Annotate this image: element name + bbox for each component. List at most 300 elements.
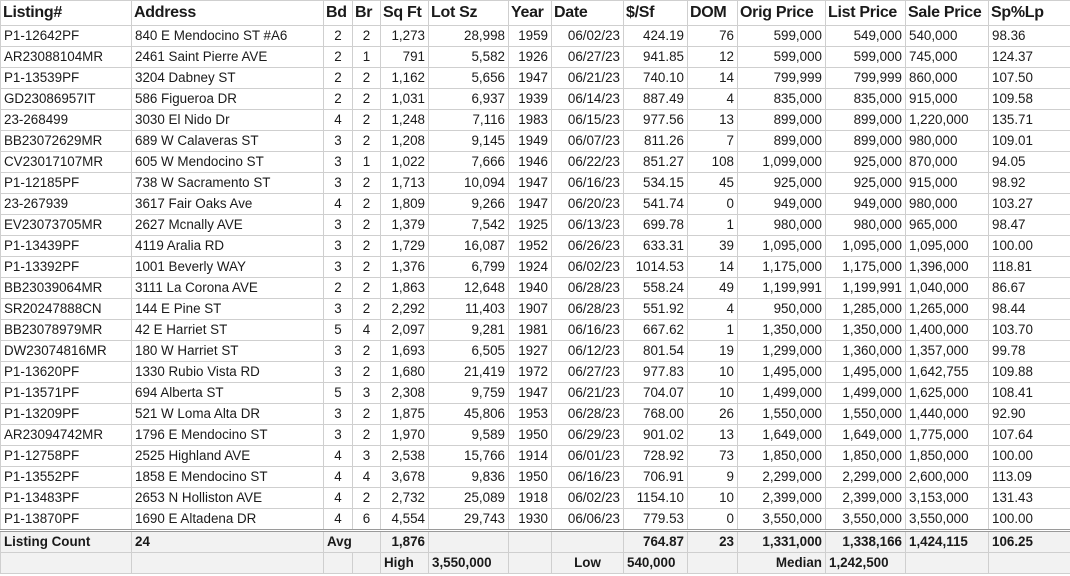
cell-address: 1690 E Altadena DR <box>132 509 324 531</box>
cell-date: 06/15/23 <box>552 110 624 131</box>
cell-lot-size: 28,998 <box>429 26 509 47</box>
cell-listing-number: P1-13870PF <box>1 509 132 531</box>
cell-orig-price: 1,350,000 <box>738 320 826 341</box>
cell-bedrooms: 2 <box>324 89 353 110</box>
cell-bedrooms: 2 <box>324 26 353 47</box>
cell-year: 1930 <box>509 509 552 531</box>
cell-bathrooms: 2 <box>353 131 381 152</box>
cell-sqft: 1,031 <box>381 89 429 110</box>
cell-orig-price: 2,299,000 <box>738 467 826 488</box>
table-row <box>1 383 1070 404</box>
cell-bathrooms: 6 <box>353 509 381 531</box>
cell-listing-number: 23-268499 <box>1 110 132 131</box>
avg-sqft: 1,876 <box>381 531 429 553</box>
median-label: Median <box>738 553 826 574</box>
high-value: 3,550,000 <box>429 553 509 574</box>
column-header-sp-lp: Sp%Lp <box>989 1 1070 26</box>
cell-date: 06/29/23 <box>552 425 624 446</box>
cell-sale-price: 1,775,000 <box>906 425 989 446</box>
cell-price-per-sqft: 977.83 <box>624 362 688 383</box>
cell-price-per-sqft: 768.00 <box>624 404 688 425</box>
cell-date: 06/28/23 <box>552 404 624 425</box>
cell-list-price: 949,000 <box>826 194 906 215</box>
cell-list-price: 1,850,000 <box>826 446 906 467</box>
cell-orig-price: 3,550,000 <box>738 509 826 531</box>
table-row <box>1 110 1070 131</box>
cell-lot-size: 9,266 <box>429 194 509 215</box>
cell-date: 06/16/23 <box>552 173 624 194</box>
cell-bedrooms: 2 <box>324 278 353 299</box>
cell-sale-price: 3,550,000 <box>906 509 989 531</box>
cell-sp-lp: 118.81 <box>989 257 1070 278</box>
cell-sale-price: 1,400,000 <box>906 320 989 341</box>
cell-listing-number: P1-12642PF <box>1 26 132 47</box>
cell-sqft: 1,729 <box>381 236 429 257</box>
cell-sqft: 1,248 <box>381 110 429 131</box>
cell-date: 06/28/23 <box>552 278 624 299</box>
cell-orig-price: 949,000 <box>738 194 826 215</box>
cell-bedrooms: 3 <box>324 362 353 383</box>
cell-sale-price: 540,000 <box>906 26 989 47</box>
cell-dom: 12 <box>688 47 738 68</box>
cell-bathrooms: 1 <box>353 47 381 68</box>
cell-year: 1949 <box>509 131 552 152</box>
cell-listing-number: 23-267939 <box>1 194 132 215</box>
cell-dom: 45 <box>688 173 738 194</box>
cell-price-per-sqft: 541.74 <box>624 194 688 215</box>
cell-bedrooms: 2 <box>324 47 353 68</box>
table-row <box>1 47 1070 68</box>
cell-sale-price: 745,000 <box>906 47 989 68</box>
column-header-dom: DOM <box>688 1 738 26</box>
cell-list-price: 2,299,000 <box>826 467 906 488</box>
table-row <box>1 278 1070 299</box>
cell-address: 4119 Aralia RD <box>132 236 324 257</box>
cell-sqft: 1,022 <box>381 152 429 173</box>
cell-lot-size: 9,836 <box>429 467 509 488</box>
cell-price-per-sqft: 704.07 <box>624 383 688 404</box>
cell-list-price: 1,495,000 <box>826 362 906 383</box>
cell-address: 2653 N Holliston AVE <box>132 488 324 509</box>
cell-bathrooms: 4 <box>353 467 381 488</box>
cell-bedrooms: 4 <box>324 488 353 509</box>
cell-address: 738 W Sacramento ST <box>132 173 324 194</box>
cell-address: 689 W Calaveras ST <box>132 131 324 152</box>
cell-price-per-sqft: 667.62 <box>624 320 688 341</box>
cell-date: 06/01/23 <box>552 446 624 467</box>
cell-lot-size: 15,766 <box>429 446 509 467</box>
cell-price-per-sqft: 706.91 <box>624 467 688 488</box>
cell-bathrooms: 2 <box>353 89 381 110</box>
cell-bedrooms: 3 <box>324 173 353 194</box>
cell-sale-price: 915,000 <box>906 89 989 110</box>
cell-dom: 13 <box>688 425 738 446</box>
column-header-orig-price: Orig Price <box>738 1 826 26</box>
summary-range-row <box>1 553 1070 574</box>
cell-dom: 76 <box>688 26 738 47</box>
cell-lot-size: 25,089 <box>429 488 509 509</box>
cell-bathrooms: 2 <box>353 68 381 89</box>
cell-price-per-sqft: 728.92 <box>624 446 688 467</box>
table-row <box>1 299 1070 320</box>
cell-bedrooms: 2 <box>324 68 353 89</box>
cell-price-per-sqft: 901.02 <box>624 425 688 446</box>
cell-year: 1947 <box>509 173 552 194</box>
cell-dom: 14 <box>688 257 738 278</box>
cell-sale-price: 1,642,755 <box>906 362 989 383</box>
cell-year: 1947 <box>509 194 552 215</box>
avg-sp-lp: 106.25 <box>989 531 1070 553</box>
cell-orig-price: 1,095,000 <box>738 236 826 257</box>
cell-address: 694 Alberta ST <box>132 383 324 404</box>
cell-listing-number: P1-12758PF <box>1 446 132 467</box>
cell-bathrooms: 2 <box>353 215 381 236</box>
cell-year: 1959 <box>509 26 552 47</box>
table-row <box>1 68 1070 89</box>
cell-lot-size: 7,116 <box>429 110 509 131</box>
cell-sqft: 1,379 <box>381 215 429 236</box>
cell-sale-price: 1,850,000 <box>906 446 989 467</box>
cell-year: 1981 <box>509 320 552 341</box>
cell-lot-size: 45,806 <box>429 404 509 425</box>
empty-cell <box>989 553 1070 574</box>
cell-sqft: 1,273 <box>381 26 429 47</box>
cell-year: 1907 <box>509 299 552 320</box>
cell-bedrooms: 3 <box>324 215 353 236</box>
low-value: 540,000 <box>624 553 688 574</box>
cell-orig-price: 1,299,000 <box>738 341 826 362</box>
table-row <box>1 425 1070 446</box>
cell-date: 06/26/23 <box>552 236 624 257</box>
cell-bathrooms: 2 <box>353 362 381 383</box>
empty-cell <box>509 553 552 574</box>
cell-sale-price: 1,220,000 <box>906 110 989 131</box>
column-header-lot-size: Lot Sz <box>429 1 509 26</box>
table-row <box>1 446 1070 467</box>
cell-lot-size: 7,666 <box>429 152 509 173</box>
cell-list-price: 899,000 <box>826 110 906 131</box>
cell-sp-lp: 103.27 <box>989 194 1070 215</box>
cell-dom: 0 <box>688 509 738 531</box>
empty-cell <box>688 553 738 574</box>
cell-sqft: 1,693 <box>381 341 429 362</box>
cell-lot-size: 9,759 <box>429 383 509 404</box>
cell-sp-lp: 98.47 <box>989 215 1070 236</box>
cell-address: 586 Figueroa DR <box>132 89 324 110</box>
cell-year: 1925 <box>509 215 552 236</box>
cell-date: 06/27/23 <box>552 47 624 68</box>
cell-price-per-sqft: 1154.10 <box>624 488 688 509</box>
cell-date: 06/02/23 <box>552 488 624 509</box>
table-row <box>1 26 1070 47</box>
cell-dom: 1 <box>688 215 738 236</box>
cell-sqft: 2,097 <box>381 320 429 341</box>
cell-bedrooms: 4 <box>324 509 353 531</box>
cell-bathrooms: 3 <box>353 383 381 404</box>
avg-sale-price: 1,424,115 <box>906 531 989 553</box>
cell-sale-price: 965,000 <box>906 215 989 236</box>
cell-year: 1947 <box>509 383 552 404</box>
cell-sp-lp: 92.90 <box>989 404 1070 425</box>
cell-sqft: 791 <box>381 47 429 68</box>
cell-sqft: 2,538 <box>381 446 429 467</box>
cell-list-price: 980,000 <box>826 215 906 236</box>
cell-sp-lp: 113.09 <box>989 467 1070 488</box>
cell-date: 06/16/23 <box>552 320 624 341</box>
median-value: 1,242,500 <box>826 553 906 574</box>
cell-orig-price: 925,000 <box>738 173 826 194</box>
cell-list-price: 599,000 <box>826 47 906 68</box>
cell-date: 06/22/23 <box>552 152 624 173</box>
cell-dom: 4 <box>688 89 738 110</box>
cell-sp-lp: 100.00 <box>989 446 1070 467</box>
cell-dom: 10 <box>688 362 738 383</box>
table-row <box>1 257 1070 278</box>
cell-listing-number: CV23017107MR <box>1 152 132 173</box>
cell-bathrooms: 2 <box>353 278 381 299</box>
cell-lot-size: 21,419 <box>429 362 509 383</box>
table-row <box>1 131 1070 152</box>
cell-sale-price: 915,000 <box>906 173 989 194</box>
cell-orig-price: 899,000 <box>738 131 826 152</box>
cell-sqft: 3,678 <box>381 467 429 488</box>
column-header-listing-number: Listing# <box>1 1 132 26</box>
cell-sale-price: 3,153,000 <box>906 488 989 509</box>
listing-count-label: Listing Count <box>1 531 132 553</box>
cell-orig-price: 1,099,000 <box>738 152 826 173</box>
cell-sp-lp: 100.00 <box>989 236 1070 257</box>
column-header-year: Year <box>509 1 552 26</box>
high-label: High <box>381 553 429 574</box>
cell-lot-size: 6,937 <box>429 89 509 110</box>
cell-list-price: 1,175,000 <box>826 257 906 278</box>
cell-sp-lp: 108.41 <box>989 383 1070 404</box>
cell-year: 1950 <box>509 467 552 488</box>
cell-list-price: 899,000 <box>826 131 906 152</box>
cell-list-price: 549,000 <box>826 26 906 47</box>
cell-price-per-sqft: 699.78 <box>624 215 688 236</box>
cell-sp-lp: 99.78 <box>989 341 1070 362</box>
cell-sqft: 2,308 <box>381 383 429 404</box>
cell-sale-price: 1,396,000 <box>906 257 989 278</box>
cell-address: 840 E Mendocino ST #A6 <box>132 26 324 47</box>
cell-bedrooms: 3 <box>324 299 353 320</box>
cell-orig-price: 835,000 <box>738 89 826 110</box>
cell-listing-number: DW23074816MR <box>1 341 132 362</box>
cell-year: 1947 <box>509 68 552 89</box>
summary-avg-row <box>1 531 1070 553</box>
column-header-list-price: List Price <box>826 1 906 26</box>
cell-sqft: 2,732 <box>381 488 429 509</box>
cell-bathrooms: 2 <box>353 236 381 257</box>
cell-address: 2461 Saint Pierre AVE <box>132 47 324 68</box>
cell-bathrooms: 2 <box>353 341 381 362</box>
cell-list-price: 1,199,991 <box>826 278 906 299</box>
cell-bedrooms: 4 <box>324 110 353 131</box>
cell-sqft: 1,162 <box>381 68 429 89</box>
cell-lot-size: 29,743 <box>429 509 509 531</box>
cell-date: 06/16/23 <box>552 467 624 488</box>
cell-address: 605 W Mendocino ST <box>132 152 324 173</box>
cell-lot-size: 5,582 <box>429 47 509 68</box>
cell-price-per-sqft: 558.24 <box>624 278 688 299</box>
cell-date: 06/06/23 <box>552 509 624 531</box>
empty-cell <box>1 553 132 574</box>
cell-year: 1983 <box>509 110 552 131</box>
cell-dom: 10 <box>688 488 738 509</box>
cell-year: 1927 <box>509 341 552 362</box>
cell-dom: 1 <box>688 320 738 341</box>
cell-sale-price: 1,625,000 <box>906 383 989 404</box>
cell-sp-lp: 109.01 <box>989 131 1070 152</box>
cell-list-price: 2,399,000 <box>826 488 906 509</box>
cell-list-price: 1,499,000 <box>826 383 906 404</box>
cell-year: 1950 <box>509 425 552 446</box>
cell-listing-number: P1-13483PF <box>1 488 132 509</box>
cell-dom: 4 <box>688 299 738 320</box>
listing-count-value: 24 <box>132 531 324 553</box>
cell-orig-price: 2,399,000 <box>738 488 826 509</box>
cell-dom: 0 <box>688 194 738 215</box>
cell-bathrooms: 2 <box>353 488 381 509</box>
cell-dom: 49 <box>688 278 738 299</box>
cell-date: 06/12/23 <box>552 341 624 362</box>
cell-year: 1914 <box>509 446 552 467</box>
cell-sp-lp: 109.58 <box>989 89 1070 110</box>
cell-sqft: 1,809 <box>381 194 429 215</box>
table-row <box>1 152 1070 173</box>
empty-cell <box>906 553 989 574</box>
cell-listing-number: P1-13552PF <box>1 467 132 488</box>
cell-list-price: 1,350,000 <box>826 320 906 341</box>
cell-bedrooms: 3 <box>324 404 353 425</box>
empty-cell <box>353 553 381 574</box>
cell-listing-number: P1-13209PF <box>1 404 132 425</box>
cell-dom: 7 <box>688 131 738 152</box>
cell-bathrooms: 2 <box>353 110 381 131</box>
cell-price-per-sqft: 534.15 <box>624 173 688 194</box>
cell-sp-lp: 107.64 <box>989 425 1070 446</box>
cell-listing-number: GD23086957IT <box>1 89 132 110</box>
cell-price-per-sqft: 941.85 <box>624 47 688 68</box>
cell-bathrooms: 2 <box>353 299 381 320</box>
table-row <box>1 215 1070 236</box>
cell-address: 1001 Beverly WAY <box>132 257 324 278</box>
cell-sp-lp: 103.70 <box>989 320 1070 341</box>
cell-dom: 39 <box>688 236 738 257</box>
cell-dom: 108 <box>688 152 738 173</box>
cell-listing-number: P1-12185PF <box>1 173 132 194</box>
cell-orig-price: 1,649,000 <box>738 425 826 446</box>
cell-bedrooms: 5 <box>324 320 353 341</box>
table-row <box>1 509 1070 531</box>
cell-listing-number: BB23078979MR <box>1 320 132 341</box>
cell-address: 1330 Rubio Vista RD <box>132 362 324 383</box>
avg-orig-price: 1,331,000 <box>738 531 826 553</box>
cell-sale-price: 2,600,000 <box>906 467 989 488</box>
cell-bathrooms: 1 <box>353 152 381 173</box>
cell-dom: 26 <box>688 404 738 425</box>
avg-label: Avg <box>324 531 381 553</box>
cell-sqft: 1,713 <box>381 173 429 194</box>
cell-listing-number: P1-13620PF <box>1 362 132 383</box>
cell-orig-price: 1,199,991 <box>738 278 826 299</box>
cell-dom: 10 <box>688 383 738 404</box>
table-row <box>1 341 1070 362</box>
table-row <box>1 236 1070 257</box>
cell-year: 1940 <box>509 278 552 299</box>
table-row <box>1 89 1070 110</box>
cell-bathrooms: 2 <box>353 425 381 446</box>
cell-sp-lp: 124.37 <box>989 47 1070 68</box>
cell-list-price: 799,999 <box>826 68 906 89</box>
cell-date: 06/21/23 <box>552 68 624 89</box>
cell-sqft: 1,208 <box>381 131 429 152</box>
cell-price-per-sqft: 977.56 <box>624 110 688 131</box>
cell-address: 144 E Pine ST <box>132 299 324 320</box>
cell-bathrooms: 2 <box>353 26 381 47</box>
cell-list-price: 925,000 <box>826 173 906 194</box>
cell-bedrooms: 3 <box>324 341 353 362</box>
cell-listing-number: SR20247888CN <box>1 299 132 320</box>
cell-list-price: 1,360,000 <box>826 341 906 362</box>
cell-listing-number: AR23094742MR <box>1 425 132 446</box>
cell-date: 06/02/23 <box>552 26 624 47</box>
cell-year: 1972 <box>509 362 552 383</box>
table-row <box>1 467 1070 488</box>
empty-cell <box>132 553 324 574</box>
cell-price-per-sqft: 740.10 <box>624 68 688 89</box>
cell-price-per-sqft: 801.54 <box>624 341 688 362</box>
cell-price-per-sqft: 851.27 <box>624 152 688 173</box>
cell-listing-number: BB23072629MR <box>1 131 132 152</box>
cell-list-price: 925,000 <box>826 152 906 173</box>
cell-date: 06/14/23 <box>552 89 624 110</box>
cell-bathrooms: 2 <box>353 194 381 215</box>
cell-orig-price: 599,000 <box>738 47 826 68</box>
cell-sqft: 2,292 <box>381 299 429 320</box>
cell-listing-number: AR23088104MR <box>1 47 132 68</box>
cell-sale-price: 980,000 <box>906 131 989 152</box>
cell-list-price: 1,095,000 <box>826 236 906 257</box>
cell-date: 06/13/23 <box>552 215 624 236</box>
cell-dom: 13 <box>688 110 738 131</box>
cell-address: 3617 Fair Oaks Ave <box>132 194 324 215</box>
cell-bathrooms: 2 <box>353 173 381 194</box>
cell-sqft: 1,875 <box>381 404 429 425</box>
cell-sp-lp: 135.71 <box>989 110 1070 131</box>
cell-bedrooms: 3 <box>324 152 353 173</box>
cell-orig-price: 599,000 <box>738 26 826 47</box>
cell-bedrooms: 3 <box>324 425 353 446</box>
cell-lot-size: 6,505 <box>429 341 509 362</box>
cell-sqft: 1,863 <box>381 278 429 299</box>
cell-price-per-sqft: 811.26 <box>624 131 688 152</box>
cell-address: 2627 Mcnally AVE <box>132 215 324 236</box>
cell-lot-size: 7,542 <box>429 215 509 236</box>
cell-sp-lp: 98.36 <box>989 26 1070 47</box>
cell-orig-price: 1,495,000 <box>738 362 826 383</box>
cell-year: 1946 <box>509 152 552 173</box>
cell-list-price: 1,285,000 <box>826 299 906 320</box>
cell-address: 3204 Dabney ST <box>132 68 324 89</box>
table-row <box>1 194 1070 215</box>
cell-bedrooms: 4 <box>324 467 353 488</box>
cell-price-per-sqft: 633.31 <box>624 236 688 257</box>
column-header-price-per-sqft: $/Sf <box>624 1 688 26</box>
cell-year: 1953 <box>509 404 552 425</box>
cell-address: 2525 Highland AVE <box>132 446 324 467</box>
